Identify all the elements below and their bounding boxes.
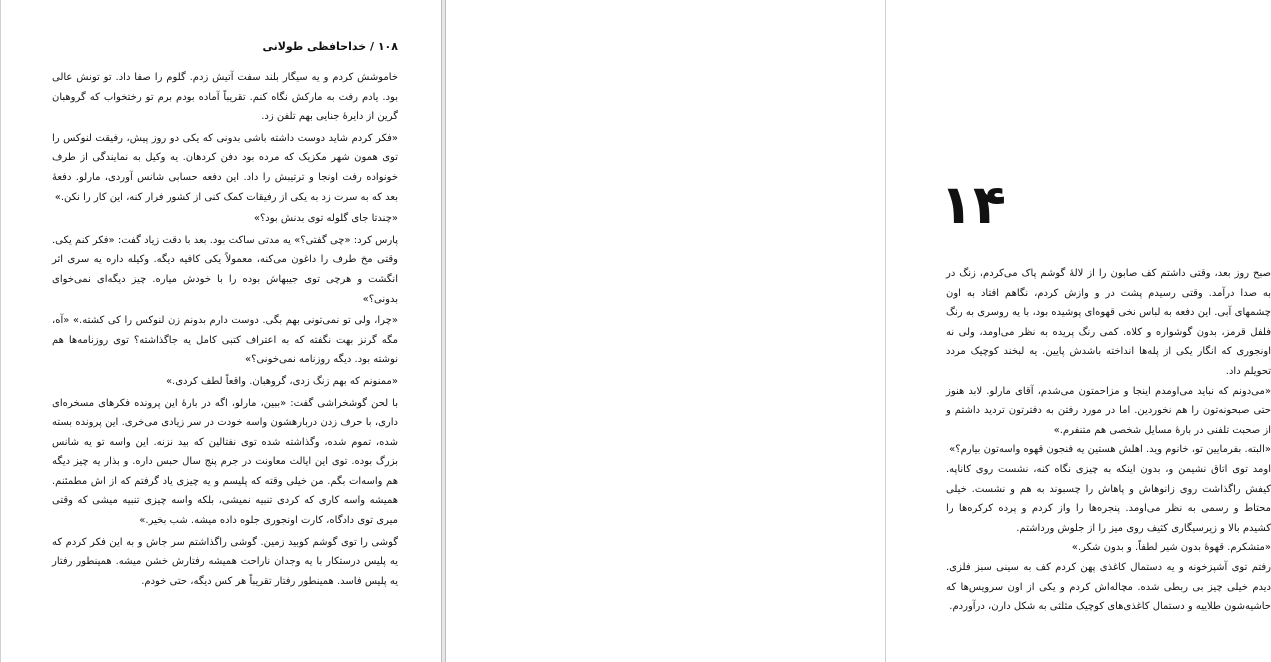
right-page: [446, 0, 1271, 662]
paragraph: خاموشش کردم و یه سیگار بلند سفت آتیش زدم. گلوم را صفا داد. تو تونش عالی بود. یادم رفت به مارکش نگاه کنم. تقریباً آماده بودم برم تو رختخواب که گروهبان گرین از دایرهٔ جنایی بهم تلفن زد.: [52, 72, 398, 123]
paragraph: اومد توی اتاق نشیمن و، بدون اینکه به چیزی نگاه کنه، نشست روی کاناپه. کیفش راگذاشت روی زانوهاش و پاهاش را چسبوند به هم و نشست. خیلی محتاط و رسمی به نظر می‌اومد. پنجره‌ها را واز کردم و پرده کرکره‌ها را کشیدم بالا و زیرسیگاری کثیف روی میز را از جلوش ورداشتم.: [946, 463, 1271, 534]
paragraph: «چندتا جای گلوله توی بدنش بود؟»: [253, 213, 398, 225]
paragraph: «ممنونم که بهم زنگ زدی، گروهبان. واقعاً لطف کردی.»: [165, 375, 398, 387]
page-edge: [885, 0, 886, 662]
right-page-body: [946, 264, 1271, 617]
page-edge: [0, 0, 1, 662]
paragraph: پارس کرد: «چی گفتی؟» یه مدتی ساکت بود. بعد با دقت زیاد گفت: «فکر کنم یکی. وقتی مخ طرف را داغون می‌کنه، معمولاً یکی کافیه دیگه. وکیله داره یه سری اثر انگشت و هرچی توی جیبهاش بوده را با خودش میاره. چیز دیگه‌ای نمی‌خوای بدونی؟»: [52, 234, 398, 305]
left-page-body: [52, 68, 398, 593]
paragraph: «فکر کردم شاید دوست داشته باشی بدونی که یکی دو روز پیش، رفیقت لنوکس را توی همون شهر مکزیک که مرده بود دفن کردهان. یه وکیل به نمایندگی از طرف خونواده رفت اونجا و ترتیبش را داد. این دفعه حسابی شانس آوردی، مارلو. دفعهٔ بعد که به سرت زد به یکی از رفیقات کمک کنی از کشور فرار کنه، این کار را نکن.»: [52, 132, 398, 203]
paragraph: «چرا، ولی تو نمی‌تونی بهم بگی. دوست دارم بدونم زن لنوکس را کی کشته.» «آه، مگه گرنز بهت نگفته که به اعتراف کتبی کامل یه جاگذاشته؟ توی روزنامه‌ها هم نوشته بود. دیگه روزنامه نمی‌خونی؟»: [52, 315, 398, 366]
running-header: ۱۰۸ / خداحافظی طولانی: [262, 40, 398, 53]
paragraph: «متشکرم. قهوهٔ بدون شیر لطفاً. و بدون شکر.»: [1071, 542, 1271, 554]
paragraph: صبح روز بعد، وقتی داشتم کف صابون را از لالهٔ گوشم پاک می‌کردم، زنگ در به صدا درآمد. وقتی رسیدم پشت در و وازش کردم، نگاهم افتاد به اون چشمهای آبی. این دفعه به لباس نخی قهوه‌ای پوشیده بود، با یه روسری به رنگ فلفل قرمز، بدون گوشواره و کلاه. کمی رنگ پریده به نظر می‌اومد، ولی نه اونجوری که انگار یکی از پله‌ها انداخته باشدش پایین. یه لبخند کوچیک مردد تحویلم داد.: [946, 268, 1271, 377]
paragraph: «البته. بفرمایین تو، خانوم وید. اهلش هستین یه فنجون قهوه واسه‌تون بیارم؟»: [949, 444, 1271, 456]
paragraph: با لحن گوشخراشی گفت: «ببین، مارلو، اگه در بارهٔ این پرونده فکرهای مسخره‌ای داری، با حرف زدن دربارهشون واسه خودت در سر زیادی می‌خری. این پرونده بسته شده، تموم شده، وگذاشته شده توی نفتالین که بید نزنه. این واسه تو یه شانس بزرگ بوده. توی این ایالت معاونت در جرم پنج سال حبس داره. و بذار یه چیز دیگه هم واسه‌ات بگم. من خیلی وقته که پلیسم و یه چیزی یاد گرفتم که از اش مطمئنم. همیشه واسه کاری که کردی تنبیه نمیشی، بلکه واسه چیزی تنبیه میشی که وقتی میری توی دادگاه، کارت اونجوری جلوه داده میشه. شب بخیر.»: [52, 397, 398, 527]
paragraph: «می‌دونم که نباید می‌اومدم اینجا و مزاحمتون می‌شدم، آقای مارلو. لابد هنوز حتی صبحونه‌تون را هم نخوردین. اما در مورد رفتن به دفترتون تردید داشتم و از صحبت تلفنی در بارهٔ مسایل شخصی هم متنفرم.»: [946, 385, 1271, 436]
paragraph: رفتم توی آشپزخونه و یه دستمال کاغذی پهن کردم کف به سینی سبز فلزی. دیدم خیلی چیز بی ربطی شده. مچاله‌اش کردم و یکی از اون سرویس‌ها که حاشیه‌شون طلاییه و دستمال کاغذی‌های کوچیک مثلثی به شکل دارن، درآوردم.: [946, 561, 1271, 613]
left-page: [0, 0, 441, 662]
chapter-number: ۱۴: [940, 173, 1006, 236]
paragraph: گوشی را توی گوشم کوبید زمین. گوشی راگذاشتم سر جاش و به این فکر کردم که یه پلیس درستکار با یه وجدان ناراحت همیشه رفتارش خشن میشه. همینطور رفتار یه پلیس فاسد. همینطور رفتار تقریباً هر کس دیگه، حتی خودم.: [52, 536, 398, 587]
